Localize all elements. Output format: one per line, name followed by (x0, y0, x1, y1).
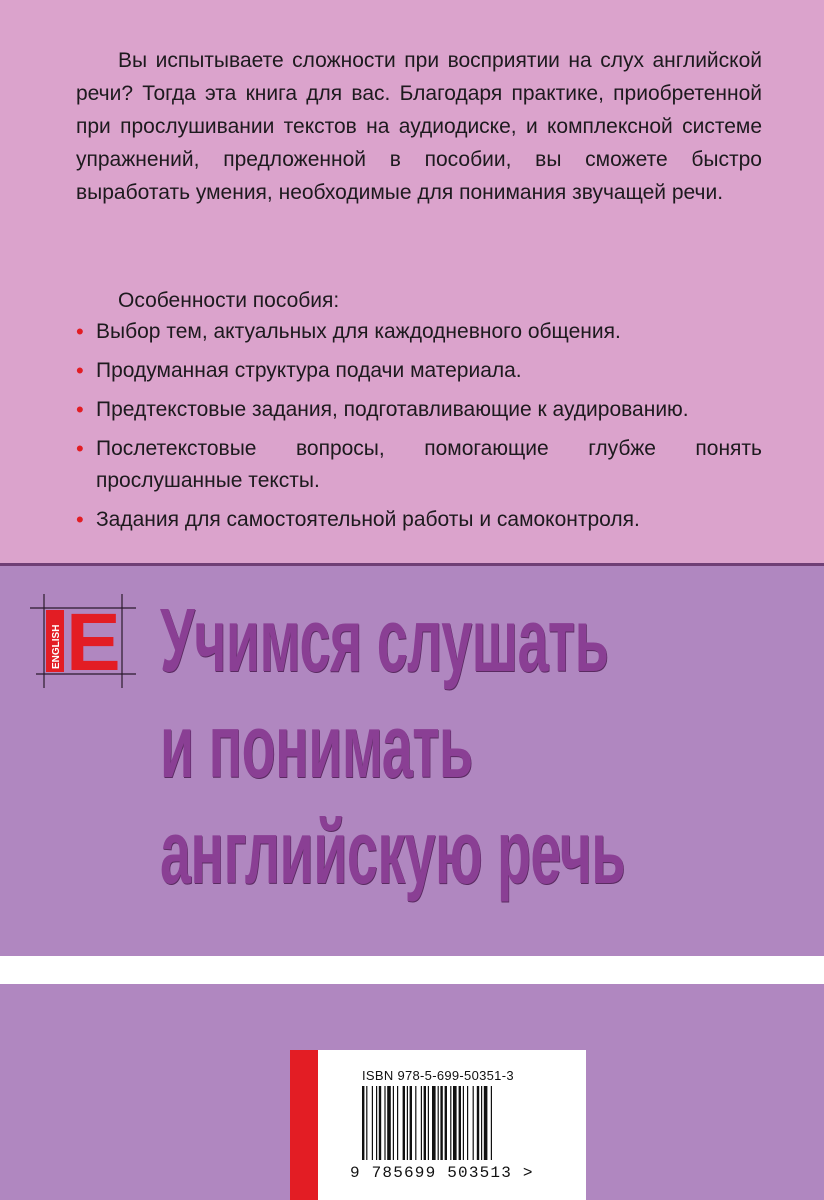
barcode-bar (397, 1086, 398, 1160)
barcode-bar (372, 1086, 373, 1160)
barcode-bar (376, 1086, 377, 1160)
barcode-bar (428, 1086, 429, 1160)
features-list (76, 316, 762, 543)
english-series-logo (30, 594, 136, 688)
intro-paragraph: Вы испытываете сложности при восприятии на слух английской речи? Тогда эта книга для вас. Благодаря практике, приобретенной при прослушивании текстов на аудиодиске, и комплексной системе упражнений, предложенной в пособии, вы сможете быстро выработать умения, необходимые для понимания звучащей речи. (76, 49, 762, 204)
barcode-bar (477, 1086, 479, 1160)
logo-word: ENGLISH (51, 624, 62, 669)
bullet-icon: • (76, 436, 84, 461)
barcode-bar (459, 1086, 461, 1160)
barcode-bar (453, 1086, 457, 1160)
barcode-bar (366, 1086, 367, 1160)
isbn-text: ISBN 978-5-699-50351-3 (362, 1068, 514, 1083)
barcode-bar (438, 1086, 439, 1160)
bullet-icon: • (76, 397, 84, 422)
feature-item: • Предтекстовые задания, подготавливающие к аудированию. (76, 394, 762, 426)
barcode-bar (481, 1086, 482, 1160)
title-line: английскую речь (160, 803, 625, 903)
feature-item: • Задания для самостоятельной работы и самоконтроля. (76, 504, 762, 536)
barcode-bar (415, 1086, 416, 1160)
barcode-icon (362, 1086, 532, 1164)
feature-item: • Продуманная структура подачи материала. (76, 355, 762, 387)
barcode-bar (384, 1086, 385, 1160)
title-line: и понимать (160, 697, 473, 797)
book-title (160, 588, 625, 906)
english-logo-icon (30, 594, 136, 688)
barcode-bar (445, 1086, 447, 1160)
bullet-icon: • (76, 507, 84, 532)
barcode-digits: 9 785699 503513 > (350, 1164, 534, 1182)
bullet-icon: • (76, 358, 84, 383)
title-line: Учимся слушать (160, 591, 609, 691)
red-strip (290, 1050, 318, 1200)
barcode-bar (440, 1086, 442, 1160)
barcode-bar (410, 1086, 412, 1160)
barcode-bar (387, 1086, 391, 1160)
barcode-bar (467, 1086, 468, 1160)
white-band (0, 956, 824, 984)
barcode-bar (421, 1086, 422, 1160)
barcode-bar (379, 1086, 381, 1160)
barcode-bar (484, 1086, 488, 1160)
logo-letter: E (66, 597, 121, 688)
bullet-icon: • (76, 319, 84, 344)
barcode-bar (432, 1086, 436, 1160)
feature-item: • Выбор тем, актуальных для каждодневного общения. (76, 316, 762, 348)
barcode-bar (463, 1086, 464, 1160)
barcode-bar (407, 1086, 408, 1160)
features-heading: Особенности пособия: (118, 289, 340, 312)
barcode-bar (393, 1086, 394, 1160)
barcode-bar (403, 1086, 405, 1160)
barcode-bar (424, 1086, 426, 1160)
barcode-bar (473, 1086, 474, 1160)
barcode-bar (450, 1086, 451, 1160)
barcode-bar (362, 1086, 364, 1160)
feature-item: • Послетекстовые вопросы, помогающие глубже понять прослушанные тексты. (76, 433, 762, 497)
barcode-bar (491, 1086, 492, 1160)
